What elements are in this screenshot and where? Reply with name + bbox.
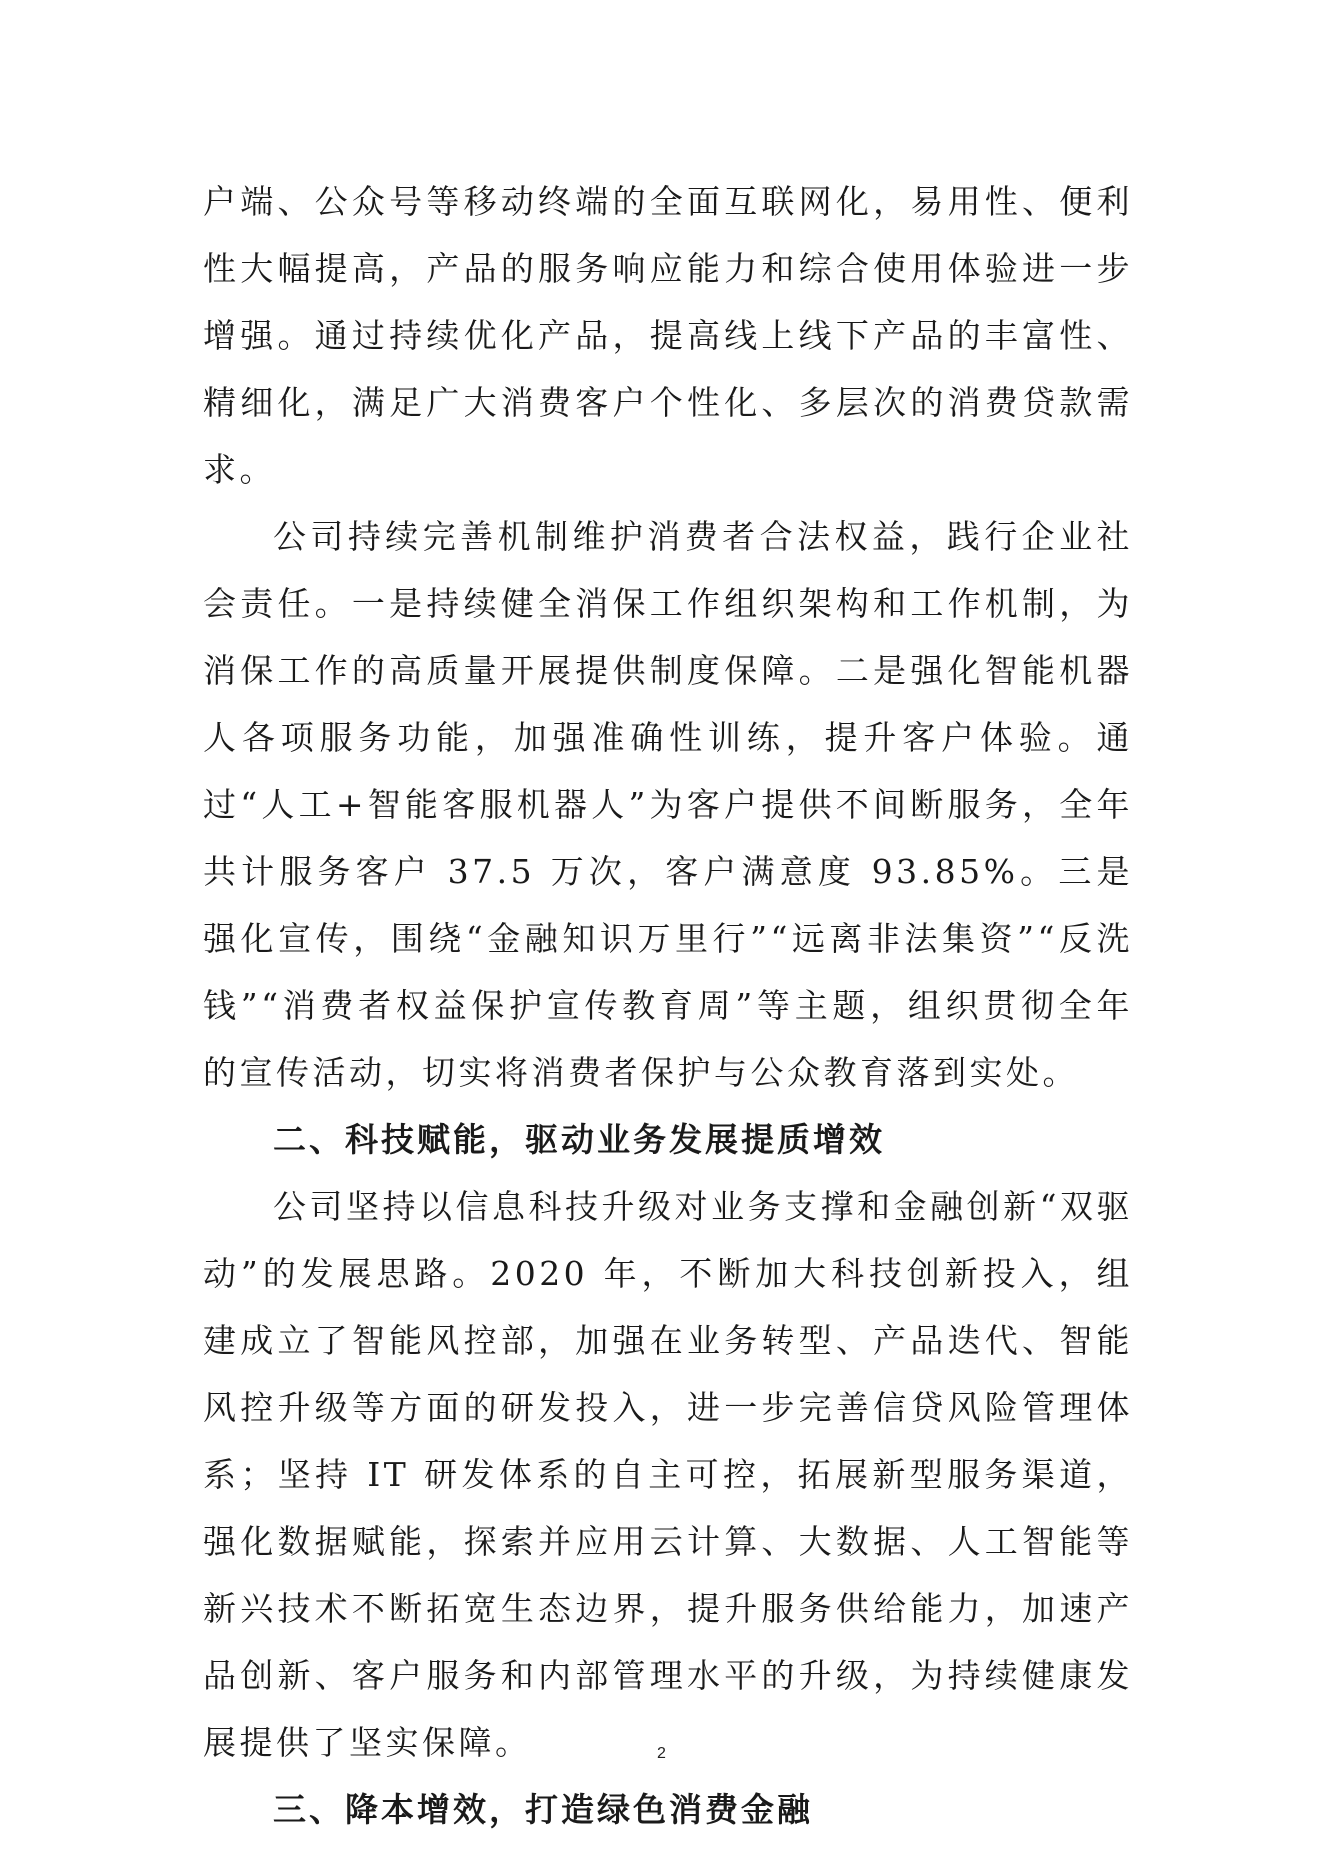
document-body (203, 168, 1133, 1843)
section-heading-green-finance: 三、降本增效，打造绿色消费金融 (273, 1790, 813, 1829)
paragraph-tech-innovation: 公司坚持以信息科技升级对业务支撑和金融创新“双驱动”的发展思路。2020 年，不断加大科技创新投入，组建成立了智能风控部，加强在业务转型、产品迭代、智能风控升级等方面的研发投入，进一步完善信贷风险管理体系；坚持 IT 研发体系的自主可控，拓展新型服务渠道，强化数据赋能，探索并应用云计算、大数据、人工智能等新兴技术不断拓宽生态边界，提升服务供给能力，加速产品创新、客户服务和内部管理水平的升级，为持续健康发展提供了坚实保障。 (203, 1187, 1133, 1762)
section-heading-tech-empowerment: 二、科技赋能，驱动业务发展提质增效 (273, 1120, 885, 1159)
page-number: 2 (657, 1745, 666, 1762)
paragraph-consumer-protection: 公司持续完善机制维护消费者合法权益，践行企业社会责任。一是持续健全消保工作组织架构和工作机制，为消保工作的高质量开展提供制度保障。二是强化智能机器人各项服务功能，加强准确性训练，提升客户体验。通过“人工+智能客服机器人”为客户提供不间断服务，全年共计服务客户 37.5 万次，客户满意度 93.85%。三是强化宣传，围绕“金融知识万里行”“远离非法集资”“反洗钱”“消费者权益保护宣传教育周”等主题，组织贯彻全年的宣传活动，切实将消费者保护与公众教育落到实处。 (203, 517, 1133, 1092)
paragraph-product-optimization: 户端、公众号等移动终端的全面互联网化，易用性、便利性大幅提高，产品的服务响应能力和综合使用体验进一步增强。通过持续优化产品，提高线上线下产品的丰富性、精细化，满足广大消费客户个性化、多层次的消费贷款需求。 (203, 182, 1133, 489)
